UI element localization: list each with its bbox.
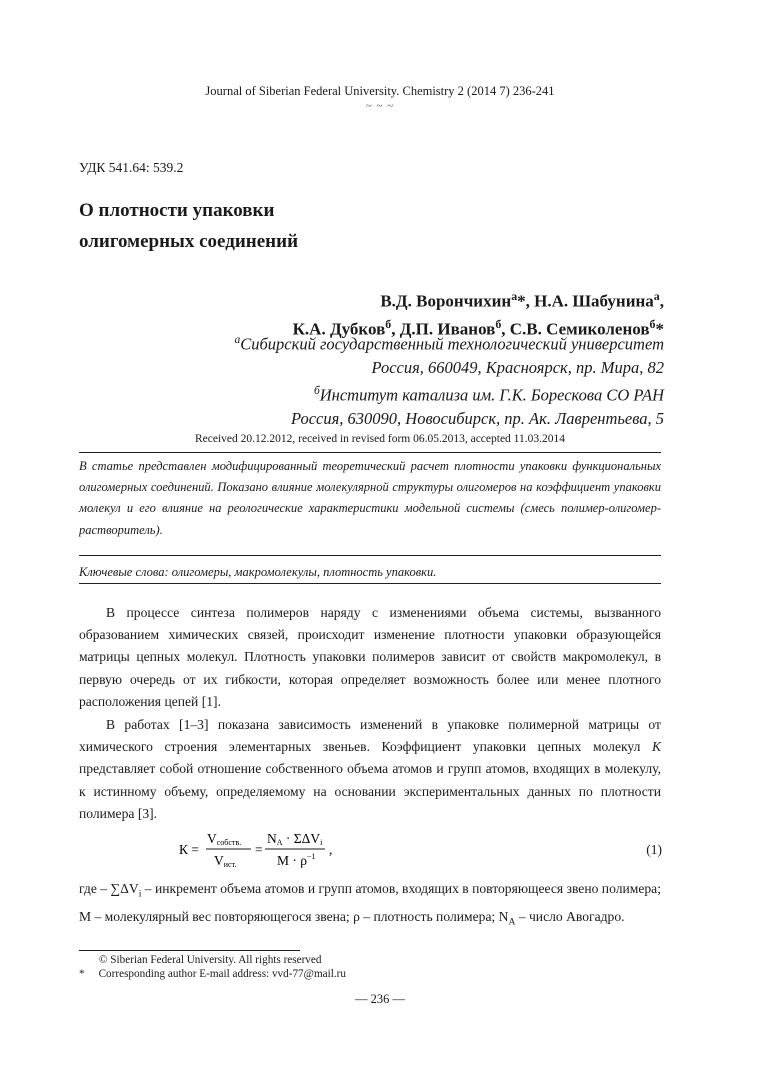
paragraph-2-text-start: В работах [1–3] показана зависимость изменений в упаковке полимерной матрицы от химического строения элементарных звеньев. Коэффициент упаковки цепных молекул	[79, 717, 661, 755]
header-separator: ~ ~ ~	[365, 100, 395, 112]
journal-header: Journal of Siberian Federal University. Chemistry 2 (2014 7) 236-241	[205, 84, 555, 98]
keywords-rule	[79, 583, 661, 584]
received-dates: Received 20.12.2012, received in revised form 06.05.2013, accepted 11.03.2014	[194, 433, 566, 445]
affiliation-a-mark: а	[234, 334, 241, 346]
affiliation-b-address: Россия, 630090, Новосибирск, пр. Ак. Лаврентьева, 5	[290, 408, 664, 428]
title-line-2: олигомерных соединений	[79, 231, 299, 252]
author-4-affil-mark: б	[495, 316, 502, 331]
authors-line-1	[293, 285, 664, 313]
title-line-1: О плотности упаковки	[79, 200, 275, 221]
author-5-affil-mark: б	[649, 316, 656, 331]
eq-lhs: К =	[179, 842, 199, 857]
eq-equals: =	[255, 842, 263, 857]
equation-1	[179, 828, 379, 876]
affiliation-a-line-1	[234, 329, 664, 356]
footnote-rule	[79, 950, 300, 951]
eq-denominator-1: Vист.	[214, 853, 237, 869]
packing-coefficient-symbol: К	[651, 739, 661, 755]
author-3-affil-mark: б	[385, 316, 392, 331]
abstract-bottom-rule	[79, 555, 661, 556]
eq-numerator-2: NA · ΣΔVi	[267, 831, 323, 847]
affiliation-a-address: Россия, 660049, Красноярск, пр. Мира, 82	[371, 358, 664, 377]
explanation-part-1: где – ∑ΔV	[79, 881, 139, 896]
author-5-star: *	[655, 319, 664, 339]
corresponding-email: Corresponding author E-mail address: vvd-77@mail.ru	[98, 968, 346, 980]
page-number: — 236 —	[355, 992, 405, 1006]
equation-number: (1)	[646, 842, 662, 857]
paper-title	[79, 195, 298, 257]
eq-numerator-1: Vсобств.	[207, 831, 242, 847]
author-3: К.А. Дубков	[292, 319, 386, 339]
explanation-part-3: – число Авогадро.	[515, 908, 625, 924]
eq-denominator-2: $M \cdot \rho^{-1}$	[277, 852, 316, 868]
explanation-sub-i: i	[138, 889, 142, 900]
keywords: Ключевые слова: олигомеры, макромолекулы, плотность упаковки.	[79, 565, 437, 579]
author-2-affil-mark: а	[653, 289, 660, 303]
eq-comma: ,	[329, 842, 333, 857]
udk-code: УДК 541.64: 539.2	[79, 160, 184, 175]
affiliation-b-mark: б	[313, 384, 320, 397]
affiliation-b-name: Институт катализа им. Г.К. Борескова СО РАН	[319, 385, 664, 404]
author-5: , С.В. Семиколенов	[501, 319, 650, 339]
footnote-star: *	[79, 968, 85, 980]
author-1-star: *	[517, 291, 526, 311]
body-paragraph-2	[79, 714, 661, 825]
explanation-sub-a: A	[508, 917, 516, 928]
copyright-note: © Siberian Federal University. All rights reserved	[99, 954, 322, 966]
affiliations	[234, 329, 664, 430]
abstract-top-rule	[79, 452, 661, 453]
author-1-affil-mark: а	[511, 289, 518, 303]
abstract: В статье представлен модифицированный теоретический расчет плотности упаковки функциональных олигомерных соединений. Показано влияние молекулярной структуры олигомеров на коэффициент упаковки молекул и его влияние на реологические характеристики модельной системы (смесь полимер-олигомер-растворитель).	[79, 459, 661, 537]
author-1: В.Д. Ворончихин	[380, 291, 512, 311]
authors-line-1-comma: ,	[659, 291, 664, 311]
equation-1-svg	[179, 828, 379, 872]
equation-explanation	[79, 878, 661, 934]
corresponding-note	[79, 968, 346, 980]
author-2: , Н.А. Шабунина	[525, 291, 654, 311]
affiliation-a-name: Сибирский государственный технологический университет	[240, 334, 664, 354]
body-paragraph-1: В процессе синтеза полимеров наряду с изменениями объема системы, вызванного образованием химических связей, происходит изменение плотности упаковки образующейся матрицы цепных молекул. Плотность упаковки полимеров зависит от свойств макромолекул, в первую очередь от их гибкости, которая определяет возможность более или менее плотного расположения цепей [1].	[79, 605, 661, 709]
author-4: , Д.П. Иванов	[391, 319, 496, 339]
paragraph-2-text-end: представляет собой отношение собственного объема атомов и групп атомов, входящих в молекулу, к истинному объему, определяемому на основании экспериментальных данных по плотности полимера [3].	[79, 761, 661, 821]
affiliation-b-line-1	[234, 380, 664, 407]
explanation-part-2: – инкремент объема атомов и групп атомов, входящих в повторяющееся звено полимера; M – молекулярный вес повторяющегося звена; ρ – плотность полимера; N	[79, 881, 661, 924]
